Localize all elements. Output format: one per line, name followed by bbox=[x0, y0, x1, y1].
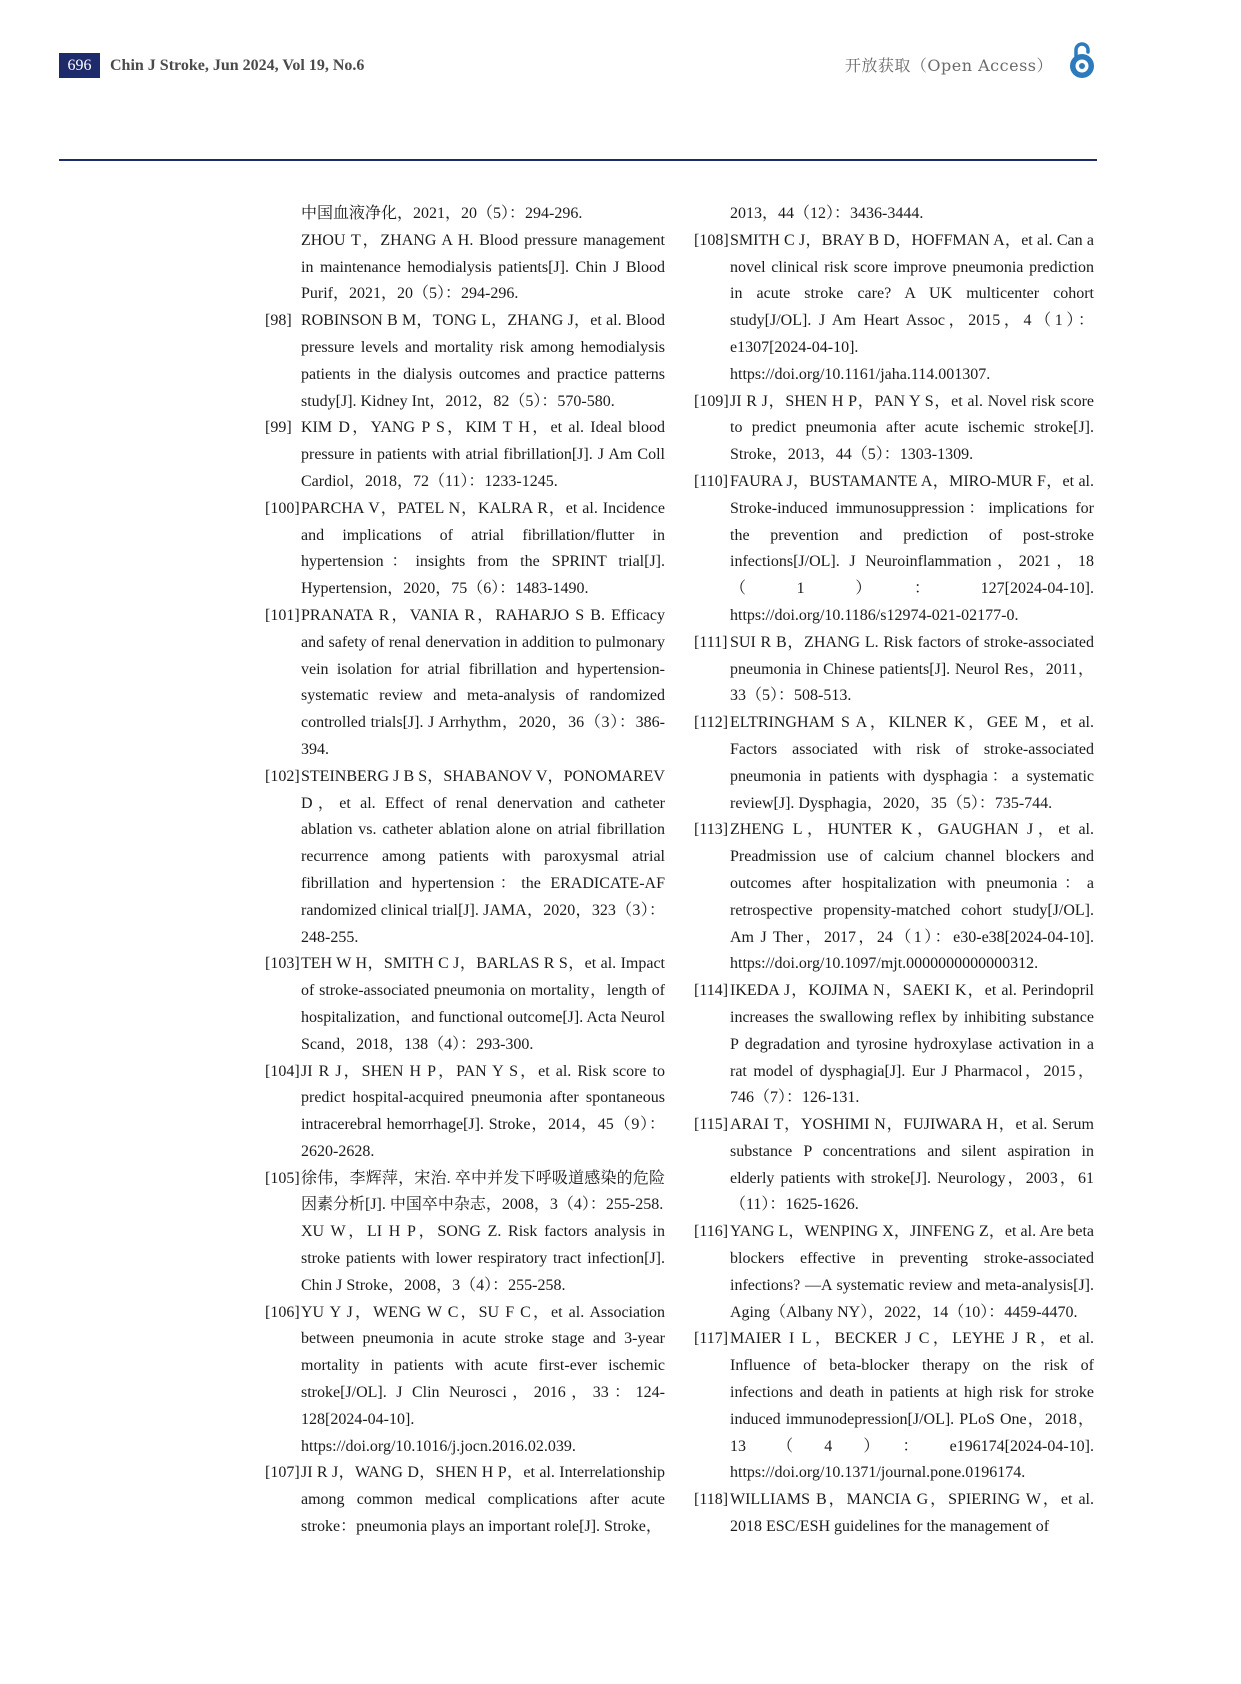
reference-number: [111] bbox=[694, 633, 728, 651]
reference-number: [104] bbox=[265, 1062, 300, 1080]
reference-text: SMITH C J，BRAY B D，HOFFMAN A，et al. Can a novel clinical risk score improve pneumonia prediction in acute stroke care? A UK multicenter cohort study[J/OL]. J Am Heart Assoc，2015，4（1）：e1307[2024-04-10]. https://doi.org/10.1161/jaha.114.001307. bbox=[730, 231, 1094, 383]
reference-number: [115] bbox=[694, 1116, 729, 1134]
reference-number: [99] bbox=[265, 419, 292, 437]
reference-number: [100] bbox=[265, 499, 300, 517]
reference-text: IKEDA J，KOJIMA N，SAEKI K，et al. Perindopril increases the swallowing reflex by inhibiting substance P degradation and tyrosine hydroxylase activation in a rat model of dysphagia[J]. Eur J Pharmacol，2015，746（7）：126-131. bbox=[730, 982, 1094, 1107]
reference-text: XU W，LI H P，SONG Z. Risk factors analysis in stroke patients with lower respiratory tract infection[J]. Chin J Stroke，2008，3（4）：255-258. bbox=[301, 1223, 665, 1294]
reference-text: SUI R B，ZHANG L. Risk factors of stroke-associated pneumonia in Chinese patients[J]. Neurol Res，2011，33（5）：508-513. bbox=[730, 633, 1094, 705]
reference-number: [117] bbox=[694, 1330, 729, 1348]
reference-number: [118] bbox=[694, 1491, 729, 1509]
reference-entry bbox=[265, 951, 665, 1058]
reference-text: KIM D，YANG P S，KIM T H，et al. Ideal blood pressure in patients with atrial fibrillation[J]. J Am Coll Cardiol，2018，72（11）：1233-1245. bbox=[301, 419, 665, 490]
reference-text: JI R J，WANG D，SHEN H P，et al. Interrelationship among common medical complications after acute stroke：pneumonia plays an important role[J]. Stroke， bbox=[301, 1464, 665, 1536]
reference-text: STEINBERG J B S，SHABANOV V，PONOMAREV D，et al. Effect of renal denervation and catheter ablation vs. catheter ablation alone on atrial fibrillation recurrence among patients with paroxysmal atrial fibrillation and hypertension：the ERADICATE-AF randomized clinical trial[J]. JAMA，2020，323（3）：248-255. bbox=[301, 767, 665, 946]
reference-number: [101] bbox=[265, 606, 300, 624]
reference-entry bbox=[694, 389, 1094, 469]
reference-entry bbox=[694, 469, 1094, 630]
reference-entry bbox=[694, 1487, 1094, 1541]
reference-number: [107] bbox=[265, 1464, 300, 1482]
reference-text: TEH W H，SMITH C J，BARLAS R S，et al. Impact of stroke-associated pneumonia on mortality，length of hospitalization，and functional outcome[J]. Acta Neurol Scand，2018，138（4）：293-300. bbox=[301, 955, 665, 1053]
journal-citation: Chin J Stroke, Jun 2024, Vol 19, No.6 bbox=[110, 57, 365, 74]
reference-text: 中国血液净化，2021，20（5）：294-296. bbox=[301, 205, 583, 222]
reference-text: ARAI T，YOSHIMI N，FUJIWARA H，et al. Serum substance P concentrations and silent aspiration in elderly patients with stroke[J]. Neurology，2003，61（11）：1625-1626. bbox=[730, 1116, 1094, 1214]
reference-text: MAIER I L，BECKER J C，LEYHE J R，et al. Influence of beta-blocker therapy on the risk of infections and death in patients at high risk for stroke induced immunodepression[J/OL]. PLoS One，2018，13（4）：e196174[2024-04-10]. https://doi.org/10.1371/journal.pone.0196174. bbox=[730, 1330, 1094, 1482]
reference-number: [113] bbox=[694, 821, 729, 839]
reference-text: WILLIAMS B，MANCIA G，SPIERING W，et al. 2018 ESC/ESH guidelines for the management of bbox=[730, 1491, 1094, 1536]
reference-number: [106] bbox=[265, 1303, 300, 1321]
reference-entry bbox=[265, 1219, 665, 1299]
reference-text: YU Y J，WENG W C，SU F C，et al. Association between pneumonia in acute stroke stage and 3-year mortality in patients with acute first-ever ischemic stroke[J/OL]. J Clin Neurosci，2016，33：124-128[2024-04-10]. https://doi.org/10.1016/j.jocn.2016.02.039. bbox=[301, 1303, 665, 1455]
reference-text: JI R J，SHEN H P，PAN Y S，et al. Risk score to predict hospital-acquired pneumonia after spontaneous intracerebral hemorrhage[J]. Stroke，2014，45（9）：2620-2628. bbox=[301, 1062, 665, 1160]
reference-number: [98] bbox=[265, 312, 292, 330]
reference-entry bbox=[265, 496, 665, 603]
reference-number: [109] bbox=[694, 392, 729, 410]
reference-entry bbox=[694, 228, 1094, 389]
reference-entry bbox=[265, 1166, 665, 1220]
reference-text: PRANATA R，VANIA R，RAHARJO S B. Efficacy and safety of renal denervation in addition to pulmonary vein isolation for atrial fibrillation and hypertension-systematic review and meta-analysis of randomized controlled trials[J]. J Arrhythm，2020，36（3）：386-394. bbox=[301, 606, 665, 758]
reference-number: [116] bbox=[694, 1223, 729, 1241]
reference-entry bbox=[694, 1112, 1094, 1219]
reference-entry bbox=[265, 415, 665, 495]
reference-entry bbox=[265, 603, 665, 764]
references-right-column bbox=[694, 201, 1094, 1541]
reference-text: FAURA J，BUSTAMANTE A，MIRO-MUR F，et al. Stroke-induced immunosuppression：implications for the prevention and prediction of post-stroke infections[J/OL]. J Neuroinflammation，2021，18（1）：127[2024-04-10]. https://doi.org/10.1186/s12974-021-02177-0. bbox=[730, 472, 1094, 624]
reference-number: [103] bbox=[265, 955, 300, 973]
reference-text: 徐伟，李辉萍，宋治. 卒中并发下呼吸道感染的危险因素分析[J]. 中国卒中杂志，2008，3（4）：255-258. bbox=[301, 1169, 665, 1214]
reference-entry bbox=[265, 201, 665, 228]
reference-entry bbox=[694, 710, 1094, 817]
page-number: 696 bbox=[59, 53, 100, 78]
page-header bbox=[0, 0, 1241, 160]
header-rule bbox=[59, 159, 1097, 161]
reference-number: [102] bbox=[265, 767, 300, 785]
reference-entry bbox=[694, 201, 1094, 228]
reference-text: 2013，44（12）：3436-3444. bbox=[730, 205, 924, 222]
reference-text: ZHOU T，ZHANG A H. Blood pressure management in maintenance hemodialysis patients[J]. Chin J Blood Purif，2021，20（5）：294-296. bbox=[301, 231, 665, 303]
reference-entry bbox=[694, 630, 1094, 710]
reference-entry bbox=[265, 308, 665, 415]
open-access-label: 开放获取（Open Access） bbox=[844, 56, 1053, 75]
reference-text: ZHENG L，HUNTER K，GAUGHAN J，et al. Preadmission use of calcium channel blockers and outcomes after hospitalization with pneumonia：a retrospective propensity-matched cohort study[J/OL]. Am J Ther，2017，24（1）：e30-e38[2024-04-10]. https://doi.org/10.1097/mjt.0000000000000312. bbox=[730, 821, 1094, 973]
reference-entry bbox=[694, 1219, 1094, 1326]
reference-entry bbox=[265, 1300, 665, 1461]
reference-entry bbox=[694, 1326, 1094, 1487]
reference-entry bbox=[265, 228, 665, 308]
reference-number: [112] bbox=[694, 714, 729, 732]
reference-entry bbox=[265, 1460, 665, 1540]
reference-number: [108] bbox=[694, 231, 729, 249]
open-access-lock-icon bbox=[1068, 40, 1096, 80]
reference-text: ELTRINGHAM S A，KILNER K，GEE M，et al. Factors associated with risk of stroke-associated pneumonia in patients with dysphagia：a systematic review[J]. Dysphagia，2020，35（5）：735-744. bbox=[730, 714, 1094, 812]
reference-entry bbox=[265, 764, 665, 952]
reference-number: [110] bbox=[694, 472, 729, 490]
references-left-column bbox=[265, 201, 665, 1541]
reference-entry bbox=[694, 817, 1094, 978]
reference-text: YANG L，WENPING X，JINFENG Z，et al. Are beta blockers effective in preventing stroke-associated infections? —A systematic review and meta-analysis[J]. Aging（Albany NY），2022，14（10）：4459-4470. bbox=[730, 1223, 1094, 1321]
reference-entry bbox=[265, 1059, 665, 1166]
reference-number: [114] bbox=[694, 982, 729, 1000]
reference-text: PARCHA V，PATEL N，KALRA R，et al. Incidence and implications of atrial fibrillation/flutter in hypertension：insights from the SPRINT trial[J]. Hypertension，2020，75（6）：1483-1490. bbox=[301, 499, 665, 598]
reference-entry bbox=[694, 978, 1094, 1112]
reference-number: [105] bbox=[265, 1169, 300, 1187]
reference-text: ROBINSON B M，TONG L，ZHANG J，et al. Blood pressure levels and mortality risk among hemodialysis patients in the dialysis outcomes and practice patterns study[J]. Kidney Int，2012，82（5）：570-580. bbox=[301, 312, 665, 410]
reference-text: JI R J，SHEN H P，PAN Y S，et al. Novel risk score to predict pneumonia after acute ischemic stroke[J]. Stroke，2013，44（5）：1303-1309. bbox=[730, 392, 1094, 464]
